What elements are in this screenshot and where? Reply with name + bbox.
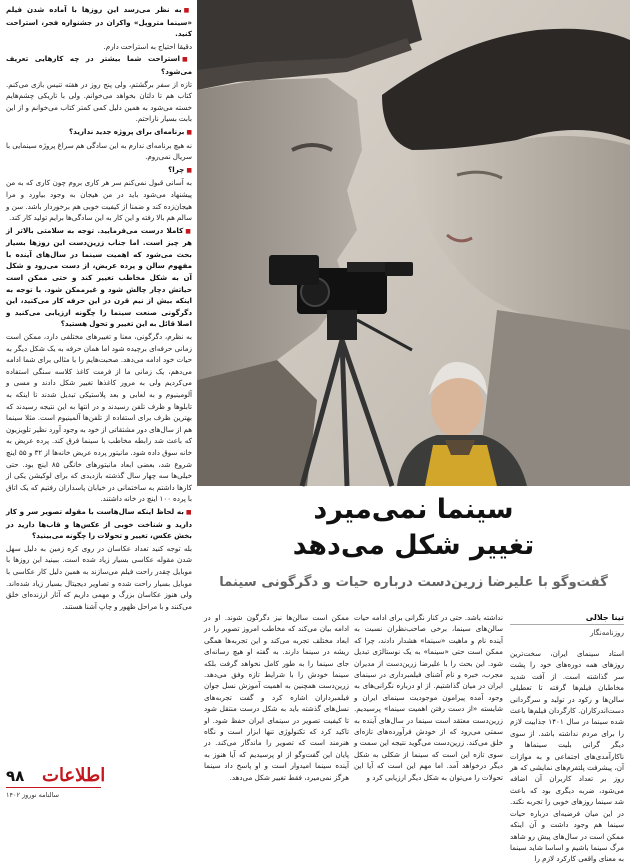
author-role: روزنامه‌نگار bbox=[590, 628, 624, 637]
author-name: تینا جلالی bbox=[510, 613, 624, 625]
page-number: ۹۸ bbox=[6, 767, 25, 785]
interview-answer: به آسانی قبول نمی‌کنم سر هر کاری بروم چون کاری که به من پیشنهاد می‌شود باید در من هیجان به وجود بیاورد و مرا هیجان‌زده کند و ضمنا از کیفیت خوبی هم برخوردار باشد. سن و سالم هم بالا رفته و این کار به این سادگی‌ها برایم تولید کار کند. bbox=[6, 178, 192, 223]
subhead: گفت‌وگو با علیرضا زرین‌دست درباره حیات و دگرگونی سینما bbox=[219, 575, 608, 590]
intro-column: استاد سینمای ایران، سخت‌ترین روزهای همه دوره‌های خود را پشت سر گذاشته است. از آفت شدید مخاطبان فیلم‌ها گرفته تا تعطیلی سالن‌ها و رکود در تولید و سرگردانی دست‌اندرکاران. کارگردان فیلم‌ها باعث شده سینما در سال ۱۴۰۱ جذابیت لازم را برای مردم نداشته باشد. از سوی دیگر گرانی بلیت سینماها و ناکارآمدی‌های اجتماعی و به موازات آن، پیشرفت پلتفرم‌های نمایشی که هر روز بر تعداد کاربران آن اضافه می‌شود، ضربه دیگری بود که باعث شد سینما روزهای خوبی را تجربه نکند. در این میان فرضیه‌ای درباره حیات سینما هم وجود داشت و آن اینکه ممکن است در سال‌های پیش رو شاهد مرگ سینما باشیم و اساسا شاید سینما به معنای واقعی کارکرد لازم را bbox=[510, 649, 625, 864]
interview-answer: نه هیچ برنامه‌ای ندارم به این سادگی هم سراغ پروژه سینمایی با سریال نمی‌روم. bbox=[6, 140, 192, 162]
cover-photo bbox=[197, 0, 630, 486]
third-column: ممکن است سالن‌ها نیز دگرگون شوند. او در ادامه بیان می‌کند که مخاطب امروز تصویر را در ابعاد مختلف تجربه می‌کند و این تجربه‌ها همگی ریشه در سینما دارند. به گفته او هیچ رسانه‌ای جای سینما را به طور کامل نخواهد گرفت بلکه سینما خودش را با شرایط تازه وفق می‌دهد. زرین‌دست همچنین به اهمیت آموزش نسل جوان فیلمبرداران اشاره کرد و گفت تجربه‌های نسل‌های گذشته باید به شکل درست منتقل شود تا کیفیت تصویر در سینمای ایران حفظ شود. او تاکید کرد که تکنولوژی تنها ابزار است و نگاه هنرمند است که تصویر را ماندگار می‌کند. در پایان این گفت‌وگو از او پرسیدیم که آیا هنوز به آینده سینما امیدوار است و او پاسخ داد سینما هرگز نمی‌میرد، فقط تغییر شکل می‌دهد. bbox=[204, 613, 349, 782]
interview-question: ■ به لحاظ اینکه سال‌هاست با مقوله تصویر سر و کار دارید و شناخت خوبی از عکس‌ها و قاب‌ها دارید در بخش عکس، تغییر و تحولات را چگونه می‌بینید؟ bbox=[6, 506, 192, 542]
interview-question: ■ استراحت شما بیشتر در چه کارهایی تعریف می‌شود؟ bbox=[6, 53, 192, 77]
interview-question: ■ کاملا درست می‌فرمایید. توجه به سلامتی بالاتر از هر چیز است. اما جناب زرین‌دست این روزها بسیار بحث می‌شود که اهمیت سینما در سال‌های آینده با مفهوم سالن و پرده عریض، از دست می‌رود و شکل آن به شکل مخاطب تغییر کند و حتی ممکن است حیاتش دچار چالش شود و غیرممکن شود. با توجه به اینکه بیش از نیم قرن در این حرفه کار می‌کنید، این دگرگونی صنعت سینما را چگونه ارزیابی می‌کنید و اصلا قائل به این تغییر و تحول هستید؟ bbox=[6, 225, 192, 330]
headline-line-2: تغییر شکل می‌دهد bbox=[292, 530, 535, 561]
interview-answer: بله توجه کنید تعداد عکاسان در روی کره زمین به دلیل سهل شدن مقوله عکاسی بسیار زیاد شده است. ببینید این روزها با موبایل چقدر راحت فیلم می‌سازند به همین دلیل کار عکاسی با موبایل بسیار راحت شده و تصاویر دیجیتال بسیار زیاد شده‌اند. ولی هنوز عکاسان بزرگ و مهمی داریم که آثار ارزنده‌ای خلق می‌کنند و با مراحل ظهور و چاپ آشنا هستند. bbox=[6, 543, 192, 611]
interview-answer: به نظرم، دگرگونی، معنا و تغییرهای مختلفی دارد، ممکن است زمانی حرفه‌ای برچیده شود اما همان حرفه به یک شکل دیگر به حیات خود ادامه می‌دهد. صحبت‌هایم را با مثالی برای شما ادامه می‌دهم، یک زمانی ما از فرمت کاغذ کلاسه سنگی استفاده می‌کردیم ولی به مرور کاغذها تغییر شکل دادند و مسی و آلومینیوم و به لعابی و بعد پلاستیکی تبدیل شدند تا اینکه به تابلوها و ظرف تلفن رسیدند و در انتها به این نتیجه رسیدند که بهترین ظرف برای استفاده از تلفن‌ها آلمینیوم است. مثلا سینما هم از سال‌های دور مشتقاتی از خود به وجود آورد نظیر تلویزیون که باعث شد رابطه مخاطب با سینما فرق کند. پرده عریض به خانه سوق داده شود. مانیتور پرده عریض خانه‌ها از ۳۲ و ۵۵ اینچ شروع شد، بعضی ابعاد مانیتورهای خانگی ۸۵ اینچ بود. حتی خیلی‌ها سه چهار سال گذشته بازدیدی که برای لوکیشن یکی از کارها داشتم به ساختمانی در خیابان پاسداران رفتیم که یک اتاق با پرده ۱۰۰ اینچ در خانه داشتند. bbox=[6, 332, 192, 504]
footer-divider bbox=[6, 787, 101, 788]
photo-illustration bbox=[197, 0, 630, 486]
byline bbox=[510, 613, 624, 637]
interview-answer: دقیقا احتیاج به استراحت دارم. bbox=[103, 41, 192, 51]
page-footer bbox=[0, 763, 200, 820]
magazine-logo: اطلاعات bbox=[42, 765, 106, 786]
interview-question: ■ به نظر می‌رسد این روزها با آماده شدن فیلم «سینما متروپل» واکران در جشنواره فجر، استراحت کنید. bbox=[6, 4, 192, 40]
headline-line-1: سینما نمی‌میرد bbox=[313, 494, 514, 525]
interview-column bbox=[6, 4, 192, 749]
headline bbox=[197, 492, 630, 564]
middle-column: نداشته باشد. حتی در کنار نگرانی برای ادامه حیات سالن‌های سینما، برخی صاحب‌نظران نسبت به آینده نام و ماهیت «سینما» هشدار دادند، چرا که ممکن است حتی «سینما» به یک نوستالژی تبدیل شود. این بحث را با علیرضا زرین‌دست از مدیران مجرب، خبره و نام آشنای فیلمبرداری در سینمای ایران در میان گذاشتیم. از او درباره نگرانی‌های به وجود آمده پیرامون موجودیت سینمای ایران و شایسته «از دست رفتن اهمیت سینما» پرسیدیم. زرین‌دست معتقد است سینما در سال‌های آینده به سمتی می‌رود که از خودش فرآورده‌های تازه‌ای خلق می‌کند. زرین‌دست می‌گوید نتیجه این سمت و سوی تازه این است که سینما از شکلی به شکل دیگر درخواهد آمد. اما مهم این است که آیا این تحولات را می‌توان به شکل دیگر ارزیابی کرد و bbox=[354, 613, 503, 782]
issue-label: سالنامه نوروز ۱۴۰۲ bbox=[6, 791, 60, 799]
interview-answer: تازه از سفر برگشتم، ولی پنج روز در هفته تنیس بازی می‌کنم. کتاب هم تا دلتان بخواهد می‌خوانم. ولی با تاریکی چشم‌هایم خسته می‌شود به همین دلیل کمی کمتر کتاب می‌خوانم و از این بابت بسیار ناراحتم. bbox=[6, 79, 192, 124]
interview-question: ■ برنامه‌ای برای پروژه جدید ندارید؟ bbox=[6, 126, 192, 139]
interview-question: ■ چرا؟ bbox=[6, 164, 192, 177]
